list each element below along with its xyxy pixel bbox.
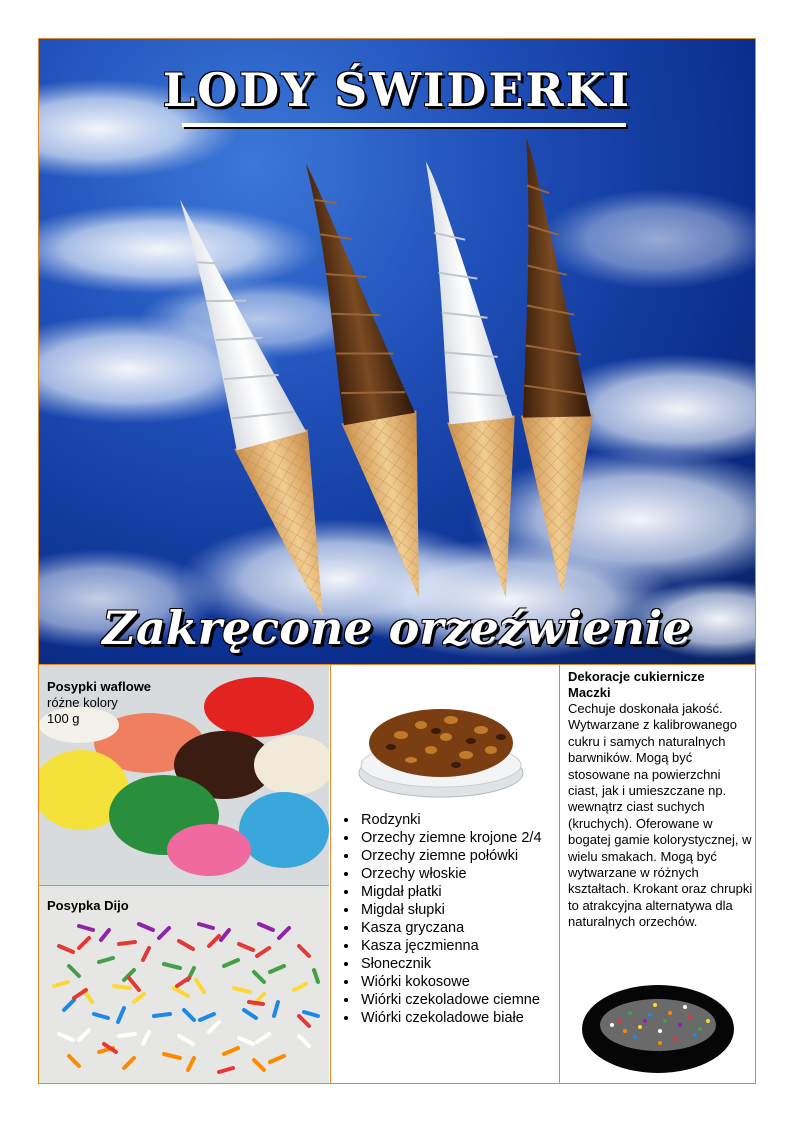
wafer-sprinkles-label <box>47 679 151 727</box>
list-item: • Orzechy ziemne krojone 2/4 <box>359 829 542 847</box>
list-item: • Migdał słupki <box>359 901 542 919</box>
decorations-description: Cechuje doskonała jakość. Wytwarzane z kalibrowanego cukru i samych naturalnych barwników. Mogą być stosowane na powierzchni ciast, jak i umieszczane np. wewnątrz ciast suchych (kruchych). Oferowane w bogatej gamie kolorystycznej, w wielu smakach. Mogą być wytwarzane w różnych kształtach. Krokant oraz chrupki to atrakcyjna alternatywa dla naturalnych orzechów. <box>568 701 753 930</box>
list-item: • Wiórki czekoladowe białe <box>359 1009 542 1027</box>
decorations-title: Dekoracje cukiernicze <box>568 669 705 684</box>
wafer-sprinkles-variant: różne kolory <box>47 695 118 710</box>
dijo-sprinkles-name: Posypka Dijo <box>47 898 129 913</box>
list-item: • Wiórki kokosowe <box>359 973 542 991</box>
list-item: • Rodzynki <box>359 811 542 829</box>
list-item: • Kasza gryczana <box>359 919 542 937</box>
dijo-sprinkles-photo <box>39 886 329 1083</box>
decorations-subtitle: Maczki <box>568 685 611 700</box>
wafer-sprinkles-panel <box>39 665 329 885</box>
nuts-panel <box>330 665 558 1083</box>
list-item: • Kasza jęczmienna <box>359 937 542 955</box>
list-item: • Migdał płatki <box>359 883 542 901</box>
title-underline <box>182 123 626 127</box>
dijo-sprinkles-label <box>47 898 129 914</box>
list-item: • Wiórki czekoladowe ciemne <box>359 991 542 1009</box>
list-item: • Słonecznik <box>359 955 542 973</box>
decorations-panel <box>559 665 755 1083</box>
list-item: • Orzechy ziemne połówki <box>359 847 542 865</box>
slogan: Zakręcone orzeźwienie <box>102 601 692 655</box>
nuts-list <box>337 811 542 1027</box>
hero-banner <box>39 39 755 665</box>
wafer-sprinkles-weight: 100 g <box>47 711 80 726</box>
sky-clouds-illustration <box>39 39 755 665</box>
nuts-bowl-photo <box>331 665 559 805</box>
dijo-sprinkles-panel <box>39 885 329 1083</box>
page-title: LODY ŚWIDERKI <box>162 63 632 117</box>
list-item: • Orzechy włoskie <box>359 865 542 883</box>
decorations-heading <box>568 669 705 701</box>
wafer-sprinkles-name: Posypki waflowe <box>47 679 152 694</box>
